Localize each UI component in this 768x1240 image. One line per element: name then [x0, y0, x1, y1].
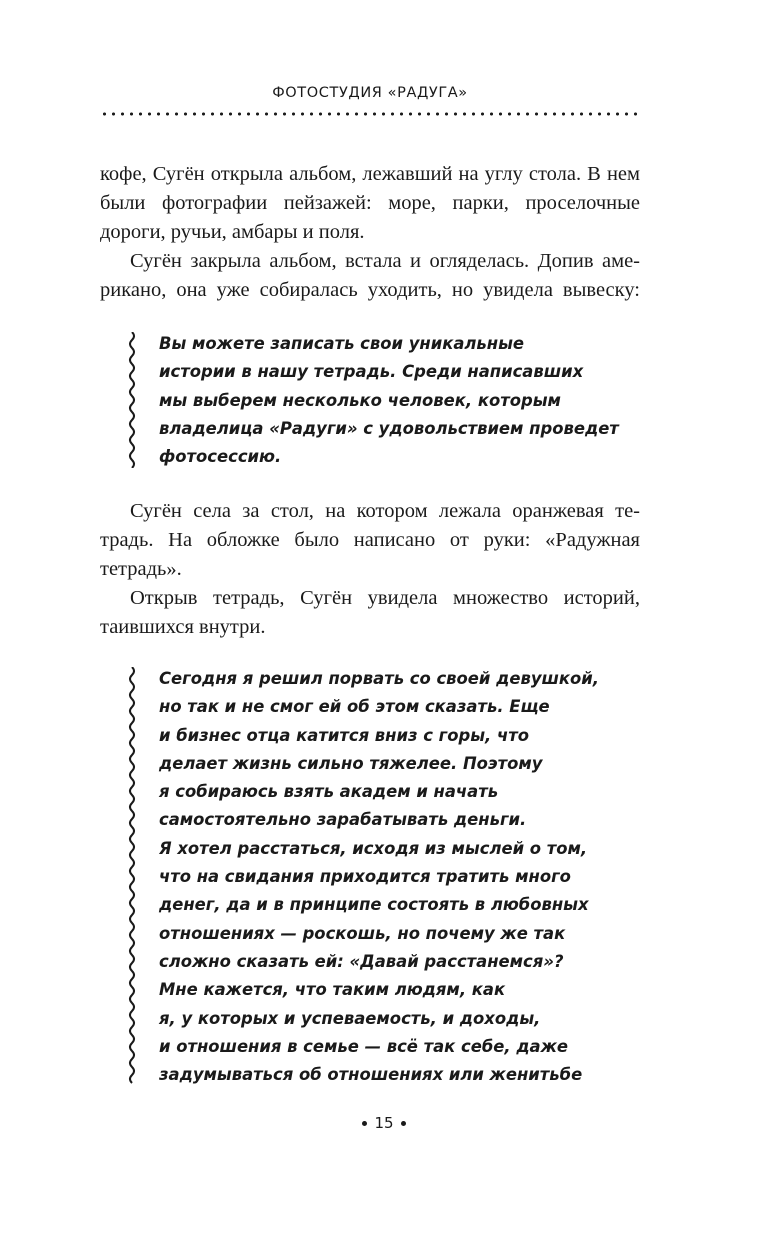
- quote-line: владелица «Радуги» с удовольствием проведет: [159, 418, 619, 438]
- wavy-line-icon: [128, 667, 136, 1087]
- quote-line: и бизнес отца катится вниз с горы, что: [159, 725, 529, 745]
- paragraph-3: [100, 497, 640, 584]
- paragraph-4: [100, 584, 640, 642]
- text-line: рикано, она уже собиралась уходить, но увидела вывеску:: [100, 279, 640, 301]
- paragraph-2: [100, 247, 640, 305]
- quote-line: я, у которых и успеваемость, и доходы,: [159, 1008, 541, 1028]
- quote-line: делает жизнь сильно тяжелее. Поэтому: [159, 753, 543, 773]
- page-number-value: 15: [374, 1114, 394, 1132]
- quote-line: денег, да и в принципе состоять в любовных: [159, 895, 589, 915]
- text-line: были фотографии пейзажей: море, парки, проселочные: [100, 192, 640, 214]
- page-number: [334, 1114, 434, 1132]
- running-header: ФОТОСТУДИЯ «РАДУГА»: [272, 85, 468, 101]
- quote-line: что на свидания приходится тратить много: [159, 867, 571, 887]
- text-line: кофе, Сугён открыла альбом, лежавший на углу стола. В нем: [100, 163, 640, 185]
- text-line: тетрадь».: [100, 558, 182, 580]
- quote-line: Я хотел расстаться, исходя из мыслей о том,: [159, 838, 588, 858]
- quote-line: задумываться об отношениях или женитьбе: [159, 1065, 583, 1085]
- quote-line: отношениях — роскошь, но почему же так: [159, 923, 566, 943]
- quote-line: я собираюсь взять академ и начать: [159, 782, 499, 802]
- quote-line: самостоятельно зарабатывать деньги.: [159, 810, 527, 830]
- text-line: дороги, ручьи, амбары и поля.: [100, 221, 365, 243]
- quote-text: [159, 665, 599, 1089]
- quote-line: фотосессию.: [159, 447, 282, 467]
- paragraph-1: [100, 160, 640, 247]
- text-line: таившихся внутри.: [100, 616, 266, 638]
- text-line: Сугён закрыла альбом, встала и огляделась. Допив аме-: [130, 250, 640, 272]
- bullet-icon: [401, 1121, 406, 1126]
- text-line: Открыв тетрадь, Сугён увидела множество историй,: [130, 587, 640, 609]
- quote-line: Сегодня я решил порвать со своей девушкой,: [159, 669, 600, 688]
- quote-line: Мне кажется, что таким людям, как: [159, 980, 506, 1000]
- quote-text: [159, 330, 619, 471]
- quote-line: сложно сказать ей: «Давай расстанемся»?: [159, 951, 564, 971]
- quote-line: Вы можете записать свои уникальные: [159, 334, 525, 353]
- text-line: Сугён села за стол, на котором лежала оранжевая те-: [130, 500, 640, 522]
- quote-line: но так и не смог ей об этом сказать. Еще: [159, 697, 550, 717]
- quote-line: мы выберем несколько человек, которым: [159, 390, 561, 410]
- dotted-divider: [100, 112, 640, 116]
- bullet-icon: [362, 1121, 367, 1126]
- text-line: традь. На обложке было написано от руки: «Радужная: [100, 529, 640, 551]
- quote-line: истории в нашу тетрадь. Среди написавших: [159, 362, 584, 382]
- quote-line: и отношения в семье — всё так себе, даже: [159, 1036, 569, 1056]
- wavy-line-icon: [128, 332, 136, 468]
